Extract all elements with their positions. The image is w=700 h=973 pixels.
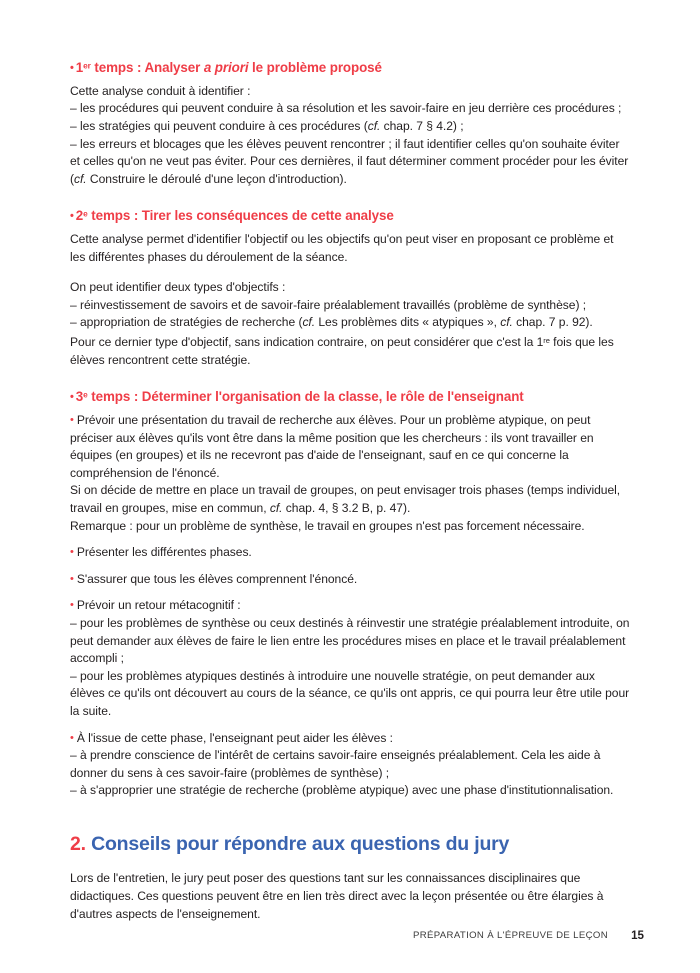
temps1-item-3-a: – les erreurs et blocages que les élèves peuvent rencontrer ; il faut identifier celles qu'on souhaite éviter et celles qu'on ne veut pas éviter. Pour ces dernières, il faut déterminer comment procéder pour les éviter ( xyxy=(70,136,629,186)
section-heading-2-title: Conseils pour répondre aux questions du jury xyxy=(91,832,510,855)
temps3-bullet-3 xyxy=(70,571,632,589)
temps3-para-2: Remarque : pour un problème de synthèse, le travail en groupes n'est pas forcement nécessaire. xyxy=(70,518,585,533)
temps3-bullet-4-text: Prévoir un retour métacognitif : xyxy=(76,598,241,613)
temps3-bullet-2-text: Présenter les différentes phases. xyxy=(76,545,252,560)
heading-temps-3-number: 3 xyxy=(75,389,84,405)
temps2-item-3-ordinal: re xyxy=(543,336,550,346)
temps2-item-2 xyxy=(70,314,632,332)
bullet-glyph-icon: • xyxy=(70,209,74,222)
temps1-item-3 xyxy=(70,136,632,189)
temps3-bullet-5-sub-1: – à prendre conscience de l'intérêt de certains savoir-faire enseignés préalablement. Cela les aide à donner du sens à ces savoir-faire (problèmes de synthèse) ; xyxy=(70,748,601,780)
temps3-bullet-1-text: Prévoir une présentation du travail de recherche aux élèves. Pour un problème atypique, on peut préciser aux élèves qu'ils vont être dans la même position que les chercheurs : ils vont travailler en équipes (en groupes) et ils ne recevront pas d'aide de l'enseignant, sauf en ce qui concerne la compréhension de l'énoncé. xyxy=(70,413,594,480)
section-heading-2 xyxy=(70,833,632,856)
page-content xyxy=(70,60,632,923)
temps2-para-2: On peut identifier deux types d'objectifs : xyxy=(70,280,286,295)
temps1-item-3-cf: cf. xyxy=(73,171,87,186)
temps3-para-1-cf: cf. xyxy=(269,501,283,516)
temps3-bullet-5-text: À l'issue de cette phase, l'enseignant peut aider les élèves : xyxy=(76,730,393,745)
heading-temps-3-text: temps : Déterminer l'organisation de la classe, le rôle de l'enseignant xyxy=(87,389,524,405)
bullet-glyph-icon: • xyxy=(70,731,74,744)
bullet-glyph-icon: • xyxy=(70,546,74,559)
temps3-para-1-a: Si on décide de mettre en place un travail de groupes, on peut envisager trois phases (temps individuel, travail en groupes, mise en commun, xyxy=(70,483,621,516)
temps3-bullet-3-text: S'assurer que tous les élèves comprennent l'énoncé. xyxy=(76,571,358,586)
heading-temps-2-ordinal: e xyxy=(83,208,88,219)
heading-temps-2-number: 2 xyxy=(75,208,84,224)
temps3-bullet-5-sub-2: – à s'approprier une stratégie de recherche (problème atypique) avec une phase d'institutionnalisation. xyxy=(70,783,614,798)
temps3-para-1 xyxy=(70,482,632,517)
temps1-item-1: – les procédures qui peuvent conduire à sa résolution et les savoir-faire en jeu derrière ces procédures ; xyxy=(70,101,622,116)
temps1-intro: Cette analyse conduit à identifier : xyxy=(70,83,251,98)
temps2-item-2-cf1: cf. xyxy=(302,315,316,330)
section-2-paragraph: Lors de l'entretien, le jury peut poser des questions tant sur les connaissances disciplinaires que didactiques. Ces questions peuvent être en lien très direct avec la leçon présentée ou être élargies à d'autres aspects de l'enseignement. xyxy=(70,871,604,921)
temps2-item-2-c: chap. 7 p. 92). xyxy=(512,315,593,330)
heading-temps-1-text-b: le problème proposé xyxy=(248,60,382,75)
temps2-item-3-b: fois que les élèves rencontrent cette stratégie. xyxy=(70,335,614,367)
section-heading-2-number: 2. xyxy=(70,832,86,855)
temps3-bullet-4-sub-1: – pour les problèmes de synthèse ou ceux destinés à réinvestir une stratégie préalablement introduite, on peut demander aux élèves de faire le lien entre les procédures mises en place et le travail préalablement accompli ; xyxy=(70,616,630,666)
temps3-bullet-4-sub-2: – pour les problèmes atypiques destinés à introduire une nouvelle stratégie, on peut demander aux élèves ce qu'ils ont découvert au cours de la séance, ce qu'ils ont appris, ce qui pourra leur être utile pour la suite. xyxy=(70,668,630,719)
temps3-para-1-b: chap. 4, § 3.2 B, p. 47). xyxy=(282,501,411,516)
heading-temps-3 xyxy=(70,389,632,406)
temps1-item-3-b: Construire le déroulé d'une leçon d'introduction). xyxy=(86,171,347,186)
heading-temps-2-text: temps : Tirer les conséquences de cette analyse xyxy=(87,208,394,224)
heading-temps-1-ordinal: er xyxy=(83,60,91,71)
temps2-item-1: – réinvestissement de savoirs et de savoir-faire préalablement travaillés (problème de synthèse) ; xyxy=(70,297,587,312)
heading-temps-1-text-a: temps : Analyser xyxy=(90,60,204,75)
heading-temps-3-ordinal: e xyxy=(83,389,88,400)
temps1-item-2-a: – les stratégies qui peuvent conduire à ces procédures ( xyxy=(70,118,368,133)
bullet-glyph-icon: • xyxy=(70,572,74,585)
temps3-bullet-4 xyxy=(70,597,632,615)
bullet-glyph-icon: • xyxy=(70,61,74,74)
temps2-item-3-a: Pour ce dernier type d'objectif, sans indication contraire, on peut considérer que c'est la 1 xyxy=(70,335,544,350)
temps3-bullet-1 xyxy=(70,412,632,482)
heading-temps-1-number: 1 xyxy=(75,60,84,75)
temps2-para-1: Cette analyse permet d'identifier l'objectif ou les objectifs qu'on peut viser en proposant ce problème et les différentes phases du déroulement de la séance. xyxy=(70,232,614,264)
bullet-glyph-icon: • xyxy=(70,414,74,427)
temps2-item-2-cf2: cf. xyxy=(500,315,513,330)
temps1-item-2 xyxy=(70,118,632,136)
bullet-glyph-icon: • xyxy=(70,599,74,612)
bullet-glyph-icon: • xyxy=(70,390,74,403)
temps1-item-2-cf: cf. xyxy=(367,118,381,133)
page-footer xyxy=(0,930,700,950)
footer-running-title: PRÉPARATION À L'ÉPREUVE DE LEÇON xyxy=(412,930,608,941)
footer-page-number: 15 xyxy=(631,929,644,942)
temps2-item-2-b: Les problèmes dits « atypiques », xyxy=(315,315,501,330)
temps2-item-2-a: – appropriation de stratégies de recherche ( xyxy=(70,315,303,330)
temps3-bullet-5 xyxy=(70,730,632,748)
heading-temps-1 xyxy=(70,60,632,77)
temps1-item-2-b: chap. 7 § 4.2) ; xyxy=(380,118,464,133)
temps2-item-3 xyxy=(70,332,632,369)
heading-temps-1-italic: a priori xyxy=(203,60,249,75)
heading-temps-2 xyxy=(70,208,632,225)
temps3-bullet-2 xyxy=(70,544,632,562)
